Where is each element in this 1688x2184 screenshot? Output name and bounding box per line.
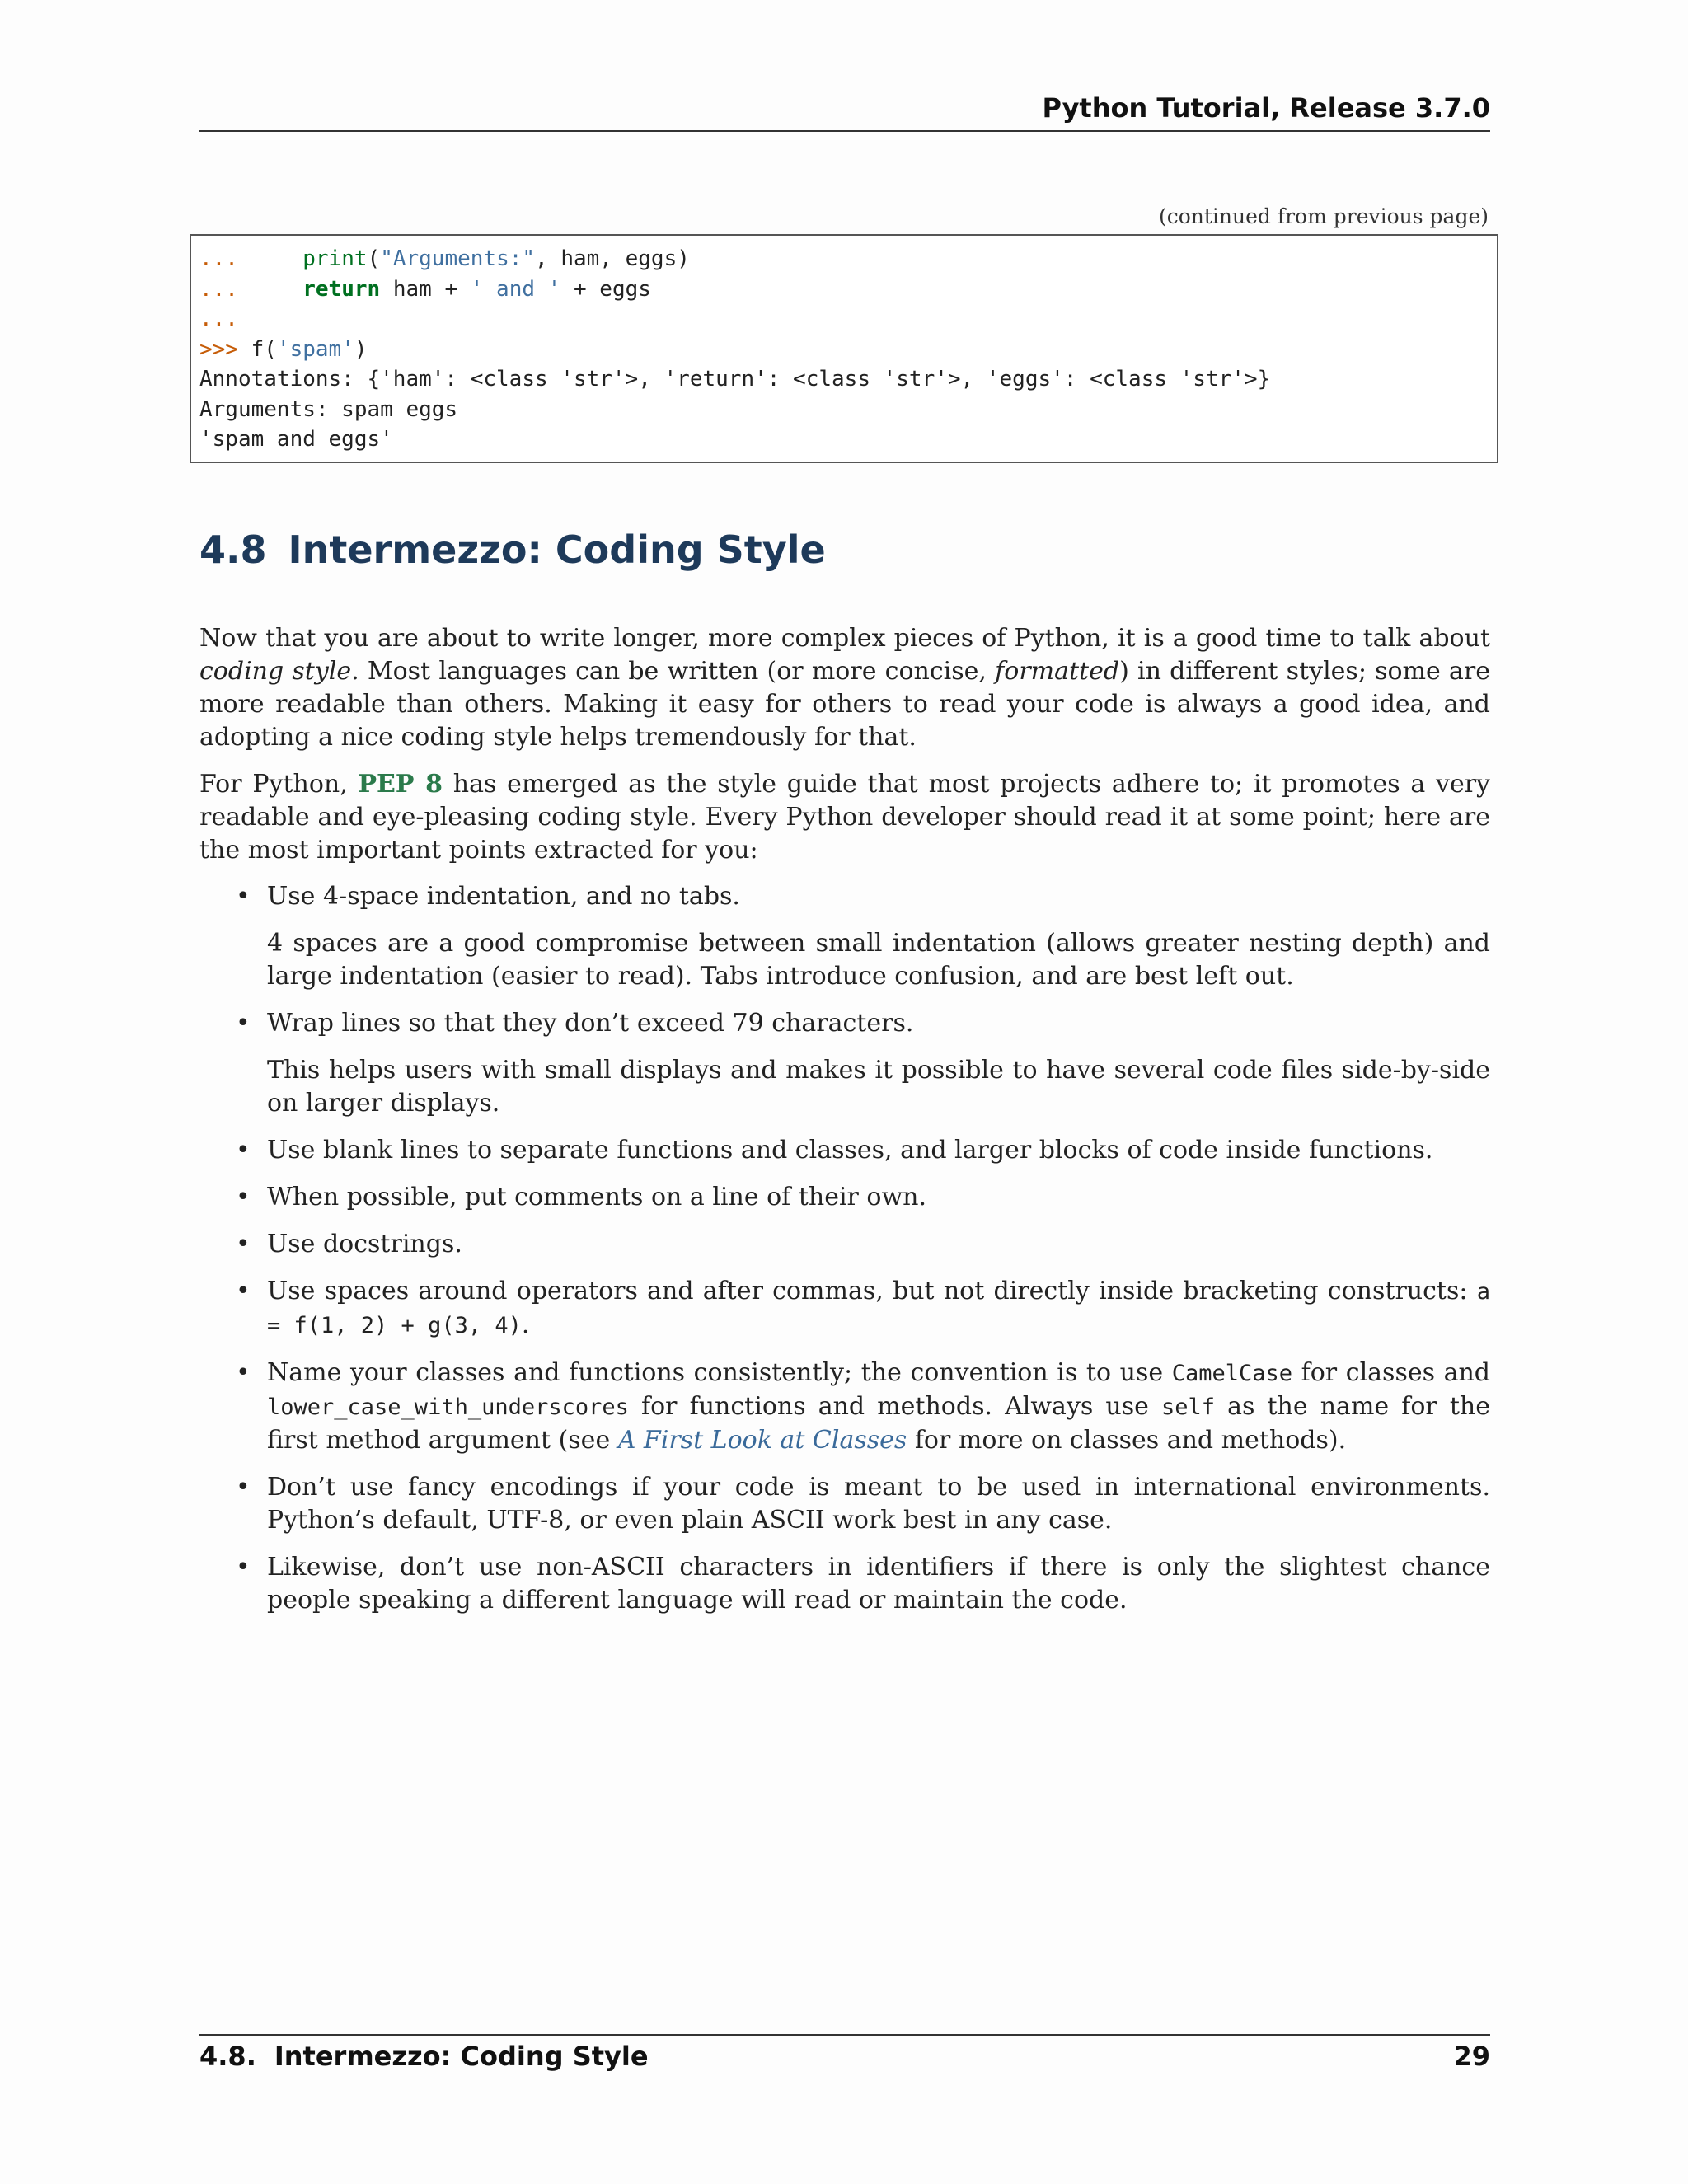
- pep8-link[interactable]: PEP 8: [358, 770, 443, 799]
- list-item: [199, 880, 1490, 993]
- code-token: , ham, eggs): [535, 246, 690, 271]
- code-token: Annotations: {'ham': <class 'str'>, 'return': <class 'str'>, 'eggs': <class 'str'>}: [199, 367, 1271, 391]
- bullet-text: for classes and: [1292, 1358, 1491, 1387]
- code-line: [199, 424, 1270, 455]
- list-item: [199, 1357, 1490, 1457]
- footer-section-title: Intermezzo: Coding Style: [274, 2041, 649, 2072]
- bullet-main-text: • Wrap lines so that they don’t exceed 79 characters.: [267, 1009, 914, 1038]
- code-prompt: ...: [199, 276, 238, 302]
- inline-code: self: [1160, 1394, 1215, 1420]
- section-title-text: Intermezzo: Coding Style: [288, 527, 826, 572]
- bullet-text: for functions and methods. Always use: [628, 1392, 1161, 1421]
- code-line: [199, 274, 1270, 305]
- p1-text-b: . Most languages can be written (or more concise,: [351, 657, 996, 686]
- code-token: ): [354, 336, 368, 362]
- p1-emphasis-coding-style: coding style: [199, 657, 352, 686]
- code-line: [199, 335, 1270, 365]
- inline-code: a = f(1, 2) + g(3, 4): [267, 1279, 1490, 1338]
- code-prompt: ...: [199, 246, 238, 271]
- code-token: (: [367, 246, 381, 271]
- footer-section-number: 4.8.: [199, 2041, 256, 2072]
- code-token: 'spam': [276, 336, 354, 362]
- bullet-main-text: • Use 4-space indentation, and no tabs.: [267, 882, 740, 911]
- code-lines: [199, 244, 1270, 455]
- p1-emphasis-formatted: formatted: [995, 657, 1120, 686]
- continued-note: (continued from previous page): [1158, 204, 1489, 228]
- code-token: print: [302, 246, 368, 271]
- code-token: Arguments: spam eggs: [199, 396, 458, 422]
- code-token: ' and ': [470, 276, 561, 302]
- code-token: 'spam and eggs': [199, 427, 393, 452]
- section-number: 4.8: [199, 527, 267, 572]
- list-item: [199, 1275, 1490, 1343]
- list-item: • Use docstrings.: [199, 1228, 1490, 1261]
- bullet-text: as the name for the first method argument (see: [267, 1392, 1490, 1455]
- footer-rule: [199, 2034, 1490, 2036]
- code-line: [199, 304, 1270, 335]
- section-title: [199, 527, 826, 572]
- list-item: • Don’t use fancy encodings if your code is meant to be used in international environments. Python’s default, UTF-8, or even plain ASCII work best in any case.: [199, 1471, 1490, 1537]
- inline-code: lower_case_with_underscores: [267, 1394, 629, 1420]
- code-token: + eggs: [560, 276, 651, 302]
- code-token: return: [302, 276, 381, 302]
- p2-text-a: For Python,: [199, 770, 359, 799]
- bullet-text: Name your classes and functions consistently; the convention is to use: [267, 1358, 1172, 1387]
- first-look-at-classes-link[interactable]: A First Look at Classes: [617, 1426, 907, 1455]
- code-block: [190, 234, 1498, 463]
- bullet-text: Use spaces around operators and after commas, but not directly inside bracketing constructs:: [267, 1277, 1477, 1305]
- code-token: ham +: [380, 276, 471, 302]
- code-line: [199, 244, 1270, 274]
- code-token: f(: [251, 336, 277, 362]
- bullet-text: .: [521, 1310, 530, 1339]
- p2-text-b: has emerged as the style guide that most projects adhere to; it promotes a very readable and eye-pleasing coding style. Every Python developer should read it at some point; here are the most important points extracted for you:: [199, 770, 1490, 865]
- list-item: • Likewise, don’t use non-ASCII characters in identifiers if there is only the slightest chance people speaking a different language will read or maintain the code.: [199, 1551, 1490, 1617]
- code-prompt: >>>: [199, 336, 238, 362]
- paragraph-pep8: [199, 768, 1490, 867]
- style-bullet-list: [199, 880, 1490, 1631]
- p1-text-c: ) in different styles; some are more readable than others. Making it easy for others to read your code is always a good idea, and adopting a nice coding style helps tremendously for that.: [199, 657, 1490, 752]
- code-line: [199, 364, 1270, 395]
- bullet-text: for more on classes and methods).: [907, 1426, 1347, 1455]
- page-number: 29: [1453, 2041, 1490, 2072]
- code-prompt: ...: [199, 307, 238, 331]
- footer-section: [199, 2041, 649, 2072]
- paragraph-coding-style-intro: [199, 622, 1490, 754]
- list-item: • Use blank lines to separate functions and classes, and larger blocks of code inside functions.: [199, 1134, 1490, 1167]
- inline-code: CamelCase: [1171, 1361, 1293, 1386]
- bullet-sub-text: This helps users with small displays and makes it possible to have several code files side-by-side on larger displays.: [267, 1056, 1490, 1118]
- code-line: [199, 395, 1270, 425]
- list-item: • When possible, put comments on a line of their own.: [199, 1181, 1490, 1214]
- bullet-sub-text: 4 spaces are a good compromise between small indentation (allows greater nesting depth) and large indentation (easier to read). Tabs introduce confusion, and are best left out.: [267, 929, 1490, 991]
- p1-text-a: Now that you are about to write longer, more complex pieces of Python, it is a good time to talk about: [199, 624, 1490, 653]
- running-header: Python Tutorial, Release 3.7.0: [1042, 92, 1490, 124]
- code-token: "Arguments:": [380, 246, 536, 271]
- list-item: [199, 1007, 1490, 1120]
- header-rule: [199, 130, 1490, 132]
